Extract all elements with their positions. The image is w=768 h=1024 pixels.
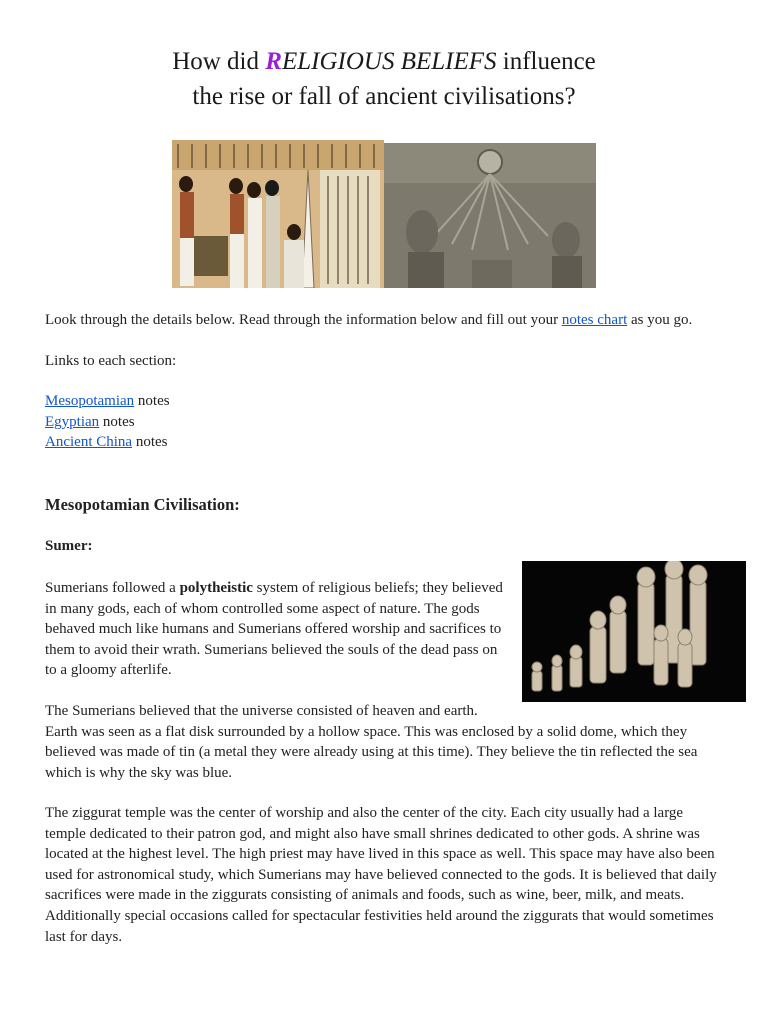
sub-heading: Sumer: <box>45 538 93 554</box>
hero-image <box>172 140 596 288</box>
paragraph-polytheism: Sumerians followed a polytheistic system of religious beliefs; they believed in many gods, each of whom controlled some aspect of nature. The gods behaved much like humans and Sumerians offered worship and sacrifices to them to avoid their wrath. Sumerians believed the souls of the dead pass on to a gloomy afterlife. <box>45 580 503 679</box>
section-heading: Mesopotamian Civilisation: <box>45 495 240 514</box>
akhenaten-aten-relief <box>384 143 596 288</box>
mesopotamian-link[interactable]: Mesopotamian <box>45 393 135 409</box>
title-accent-letter: R <box>265 48 282 75</box>
egyptian-link[interactable]: Egyptian <box>45 413 100 430</box>
section-link-row: Mesopotamian notes <box>45 393 170 409</box>
page-title <box>0 44 768 114</box>
section-links <box>45 391 170 453</box>
intro-paragraph: Look through the details below. Read through the information below and fill out your notes chart as you go. <box>45 312 693 328</box>
sumerian-statues-image <box>522 561 746 702</box>
paragraph-universe: The Sumerians believed that the universe consisted of heaven and earth. Earth was seen as a flat disk surrounded by a hollow space. This was enclosed by a solid dome, which they believed was made of tin (a metal they were already using at this time). They believe the tin reflected the sea which is why the sky was blue. <box>45 703 698 781</box>
bold-term: polytheistic <box>179 580 253 596</box>
links-heading: Links to each section: <box>45 353 177 369</box>
paragraph-ziggurat: The ziggurat temple was the center of worship and also the center of the city. Each city usually had a large temple dedicated to their patron god, and might also have small shrines dedicated to other gods. A shrine was located at the highest level. The high priest may have lived in this space as well. This space may have also been used for astronomical study, which Sumerians may have believed connected to the gods. It is believed that daily sacrifices were made in the ziggurats consisting of animals and foods, such as wine, beer, milk, and meats. Additionally special occasions called for spectacular festivities held around the ziggurats that would sometimes last for days. <box>45 805 717 945</box>
section-link-row: Ancient China notes <box>45 434 168 451</box>
section-link-row: Egyptian notes <box>45 413 135 430</box>
title-line-1: How did RELIGIOUS BELIEFS influence <box>172 48 596 75</box>
egyptian-papyrus-painting <box>172 140 384 288</box>
notes-chart-link[interactable]: notes chart <box>561 312 628 328</box>
title-line-2: the rise or fall of ancient civilisations? <box>192 83 576 110</box>
ancient-china-link[interactable]: Ancient China <box>45 434 133 451</box>
